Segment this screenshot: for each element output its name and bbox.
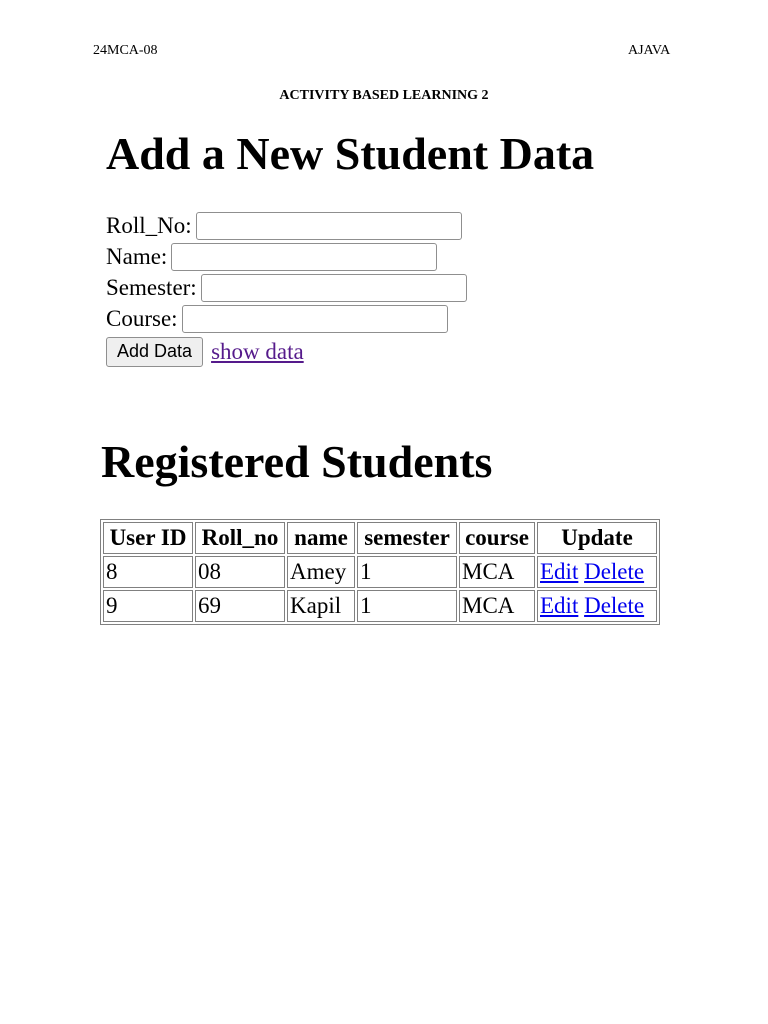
cell-name: Kapil: [287, 590, 355, 622]
doc-code: 24MCA-08: [93, 43, 158, 58]
form-actions: [106, 335, 467, 368]
table-title: Registered Students: [101, 436, 493, 487]
students-table: [100, 519, 660, 625]
semester-row: [106, 272, 467, 303]
table-row: [103, 556, 657, 588]
edit-link[interactable]: Edit: [540, 559, 579, 584]
header-update: Update: [537, 522, 657, 554]
course-input[interactable]: [182, 305, 448, 333]
semester-input[interactable]: [201, 274, 467, 302]
name-row: [106, 241, 467, 272]
add-data-button[interactable]: Add Data: [106, 337, 203, 367]
cell-roll-no: 69: [195, 590, 285, 622]
cell-course: MCA: [459, 590, 535, 622]
cell-course: MCA: [459, 556, 535, 588]
form-title: Add a New Student Data: [106, 128, 595, 179]
header-course: course: [459, 522, 535, 554]
course-row: [106, 303, 467, 334]
header-user-id: User ID: [103, 522, 193, 554]
show-data-link[interactable]: show data: [211, 338, 304, 364]
doc-subtitle: ACTIVITY BASED LEARNING 2: [279, 88, 489, 103]
header-name: name: [287, 522, 355, 554]
cell-semester: 1: [357, 590, 457, 622]
name-input[interactable]: [171, 243, 437, 271]
header-roll-no: Roll_no: [195, 522, 285, 554]
cell-update: [537, 556, 657, 588]
cell-update: [537, 590, 657, 622]
name-label: Name:: [106, 243, 168, 269]
edit-link[interactable]: Edit: [540, 593, 579, 618]
doc-subject: AJAVA: [628, 43, 671, 58]
table-row: [103, 590, 657, 622]
roll-input[interactable]: [196, 212, 462, 240]
delete-link[interactable]: Delete: [584, 593, 645, 618]
roll-row: [106, 210, 467, 241]
cell-semester: 1: [357, 556, 457, 588]
add-student-form: [106, 210, 467, 368]
course-label: Course:: [106, 305, 178, 331]
cell-name: Amey: [287, 556, 355, 588]
semester-label: Semester:: [106, 274, 197, 300]
delete-link[interactable]: Delete: [584, 559, 645, 584]
cell-roll-no: 08: [195, 556, 285, 588]
cell-user-id: 9: [103, 590, 193, 622]
cell-user-id: 8: [103, 556, 193, 588]
roll-label: Roll_No:: [106, 212, 192, 238]
header-semester: semester: [357, 522, 457, 554]
table-header-row: [103, 522, 657, 554]
